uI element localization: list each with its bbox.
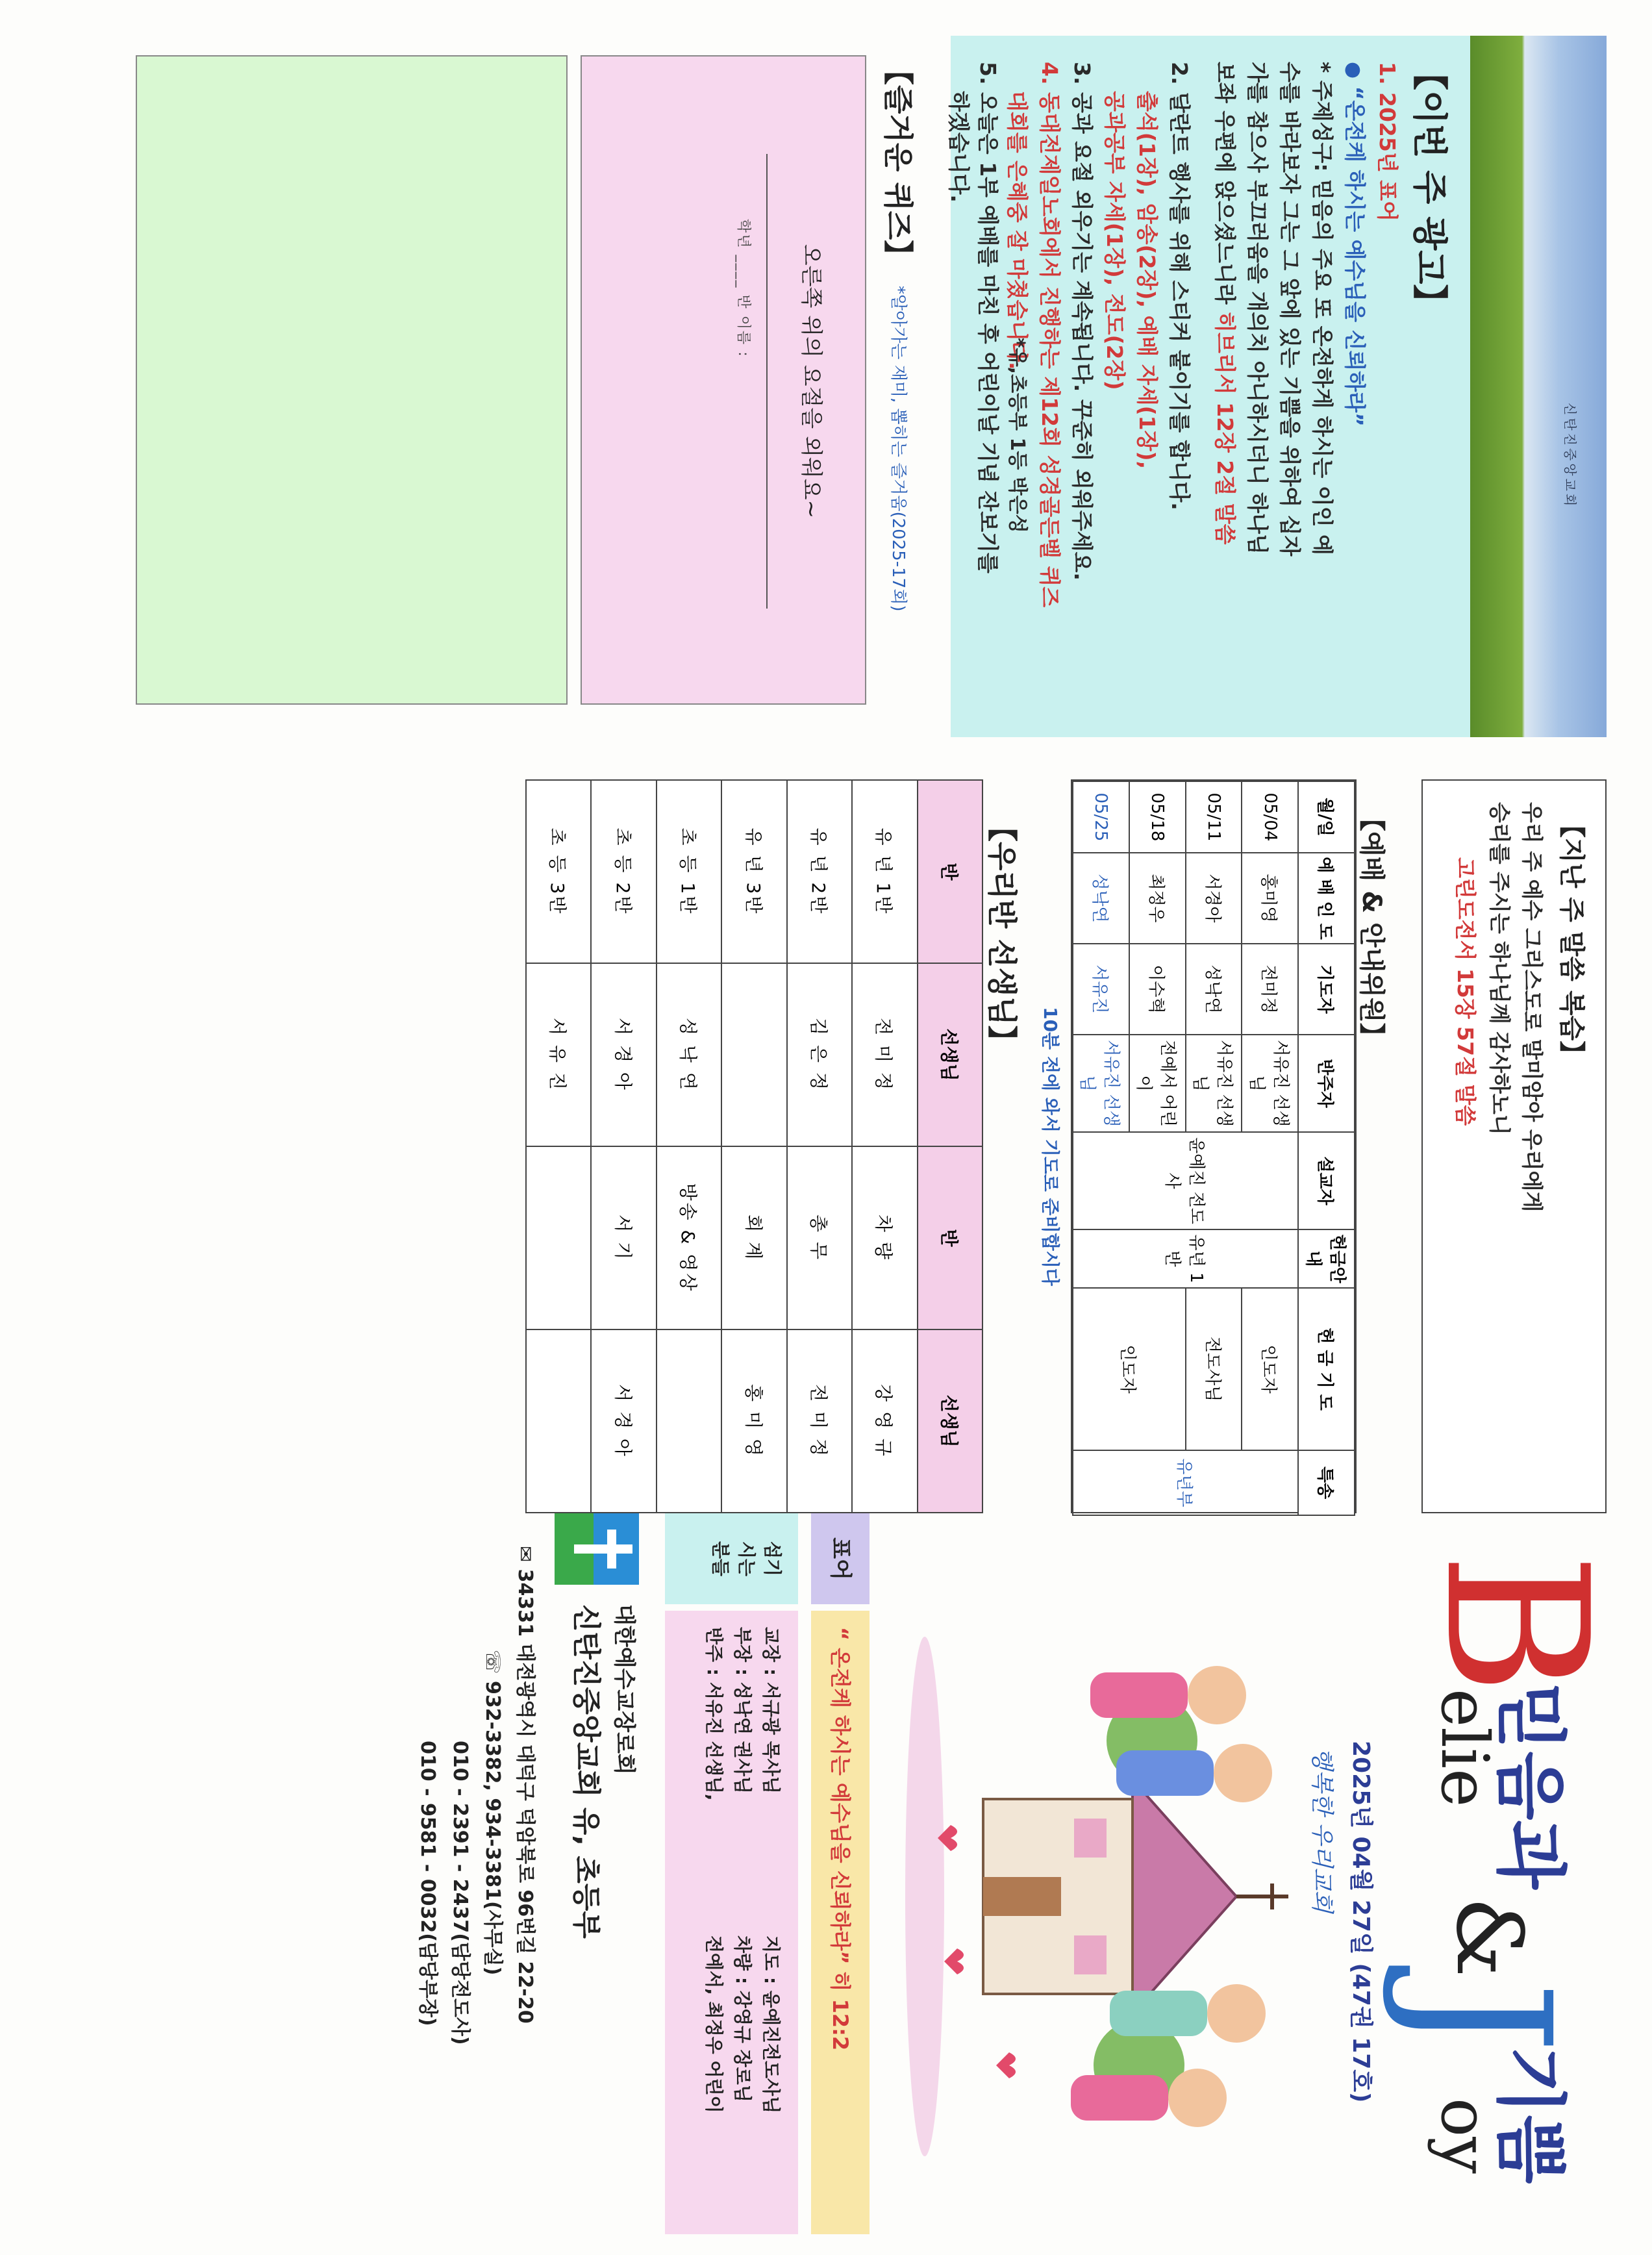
service-table [1071, 779, 1357, 1513]
teacher-header-row [918, 780, 982, 1513]
notice-item-1-motto: ● “온전케 하시는 예수님을 신뢰하라” [1342, 62, 1368, 427]
teacher-cell: 성 낙 연 [657, 963, 721, 1146]
teacher-cell: 강 영 규 [852, 1329, 917, 1513]
teacher-cell: 초 등 3반 [526, 780, 591, 963]
staff-entry: 차량 : 강영규 장로님 [732, 1935, 753, 2102]
service-leader: 홍미영 [1242, 853, 1298, 944]
organization-name: 대한예수교장로회 [611, 1604, 637, 1775]
teacher-cell: 초 등 2반 [591, 780, 656, 963]
service-pianist: 서유진 선생님 [1242, 1035, 1298, 1132]
service-date: 05/25 [1073, 781, 1129, 853]
review-verse-line-2: 승리를 주시는 하나님께 감사하노니 [1487, 802, 1512, 1135]
motto-text: “온전케 하시는 예수님을 신뢰하라” [1342, 86, 1368, 427]
service-header: 월/일 [1298, 781, 1355, 853]
notice-item-5-b: 하겠습니다. [946, 91, 971, 203]
banner-caption: 신탄진중앙교회 [1562, 403, 1578, 509]
theme-reference: 히브리서 12장 2절 말씀 [1212, 312, 1238, 545]
table-row [1242, 781, 1298, 1515]
teacher-cell [657, 1329, 721, 1513]
table-row [852, 780, 917, 1513]
notice-item-1-theme-c: 가를 참으사 부끄러움을 개의치 아니하시더니 하나님 [1245, 62, 1270, 555]
teacher-cell: 전 미 정 [852, 963, 917, 1146]
teacher-header: 반 [918, 1146, 982, 1329]
staff-label-line: 분들 [710, 1541, 731, 1577]
teacher-cell: 홍 미 영 [721, 1329, 786, 1513]
service-pianist: 서유진 선생님 [1186, 1035, 1242, 1132]
teacher-cell [526, 1146, 591, 1329]
table-row [591, 780, 656, 1513]
service-offering-guide: 유년 1반 [1073, 1229, 1298, 1288]
teacher-header: 선생님 [918, 1329, 982, 1513]
service-pianist: 서유진 선생님 [1073, 1035, 1129, 1132]
theme-text: 보좌 우편에 앉으셨느니라 [1212, 62, 1238, 312]
teacher-cell [526, 1329, 591, 1513]
notice-item-1-theme-a: * 주제성구: 믿음의 주요 또 온전하게 하시는 이인 예 [1310, 62, 1335, 555]
notice-item-4-c: *유,초등부 1등 박은성 [1006, 338, 1029, 533]
service-leader: 성낙연 [1073, 853, 1129, 944]
teacher-cell: 방송 & 영상 [657, 1146, 721, 1329]
church-logo-icon [555, 1513, 639, 1585]
notice-item-2-b: 출석(1장), 암송(2장), 예배 자세(1장), [1134, 91, 1160, 470]
envelope-icon: ✉ [514, 1546, 536, 1563]
service-header: 헌금안내 [1298, 1229, 1355, 1288]
church-name: 신탄진중앙교회 유, 초등부 [569, 1604, 603, 1939]
service-leader: 최정우 [1129, 853, 1186, 944]
quiz-instruction: 오른쪽 위의 요절을 외워요~ [798, 244, 824, 519]
teacher-cell [721, 963, 786, 1146]
teacher-cell: 서 유 진 [526, 963, 591, 1146]
service-header: 예 배 인 도 [1298, 853, 1355, 944]
staff-label [665, 1513, 798, 1604]
staff-label-line: 시는 [736, 1541, 757, 1577]
service-pianist: 전예서 어린이 [1129, 1035, 1186, 1132]
service-header: 기도자 [1298, 944, 1355, 1035]
service-date: 05/11 [1186, 781, 1242, 853]
notice-item-4-b: 대회를 은혜중 잘 마쳤습니다. [1005, 91, 1030, 370]
service-prayer: 이수혁 [1129, 944, 1186, 1035]
teacher-cell: 차 량 [852, 1146, 917, 1329]
review-verse-line-1: 우리 주 예수 그리스도로 말미암아 우리에게 [1520, 802, 1545, 1213]
staff-entry: 반주 : 서유진 선생님, [703, 1627, 725, 1801]
quiz-subtitle: *알아가는 재미, 뽑히는 즐거움(2025-17회) [888, 286, 908, 612]
notice-item-3: 3. 공과 요절 외우기는 계속됩니다. 꾸준히 외워주세요. [1070, 62, 1095, 581]
staff-entry: 교장 : 서규광 목사님 [760, 1627, 782, 1794]
quiz-title: 【즐거운 퀴즈】 [881, 55, 916, 270]
children-house-illustration [899, 1611, 1347, 2182]
cover-title-ampersand: & [1436, 1896, 1542, 1978]
phone-evangelist: 010 - 2391 - 2437(담당전도사) [449, 1741, 471, 2045]
teacher-cell: 서 경 아 [591, 1329, 656, 1513]
motto-box: “ 온전케 하시는 예수님을 신뢰하라” 히 12:2 [811, 1611, 870, 2234]
teacher-cell: 서 경 아 [591, 963, 656, 1146]
service-header-row [1298, 781, 1355, 1515]
teacher-title: 【우리반 선생님】 [984, 812, 1020, 1055]
table-row [787, 780, 852, 1513]
quiz-answer-line [766, 154, 768, 609]
service-prayer: 전미정 [1242, 944, 1298, 1035]
quiz-drawing-box[interactable] [136, 55, 568, 705]
teacher-cell: 회 계 [721, 1146, 786, 1329]
notice-item-5: 5. 오늘은 1부 예배를 마친 후 어린이날 기념 잔보기를 [975, 62, 1001, 573]
phone-manager: 010 - 9581 - 0032(담당부장) [416, 1741, 439, 2026]
cover-title-b: B [1403, 1552, 1629, 1696]
review-reference: 고린도전서 15장 57절 말씀 [1453, 857, 1478, 1126]
review-verse [1483, 802, 1548, 1212]
service-offering-prayer: 전도사님 [1186, 1288, 1242, 1450]
illustration-caption: 행복한 우리교회 [1308, 1747, 1335, 1913]
service-footer: 10분 전에 와서 기도로 준비합시다 [1040, 1007, 1061, 1286]
cover-date: 2025년 04월 27일 (47권 17호) [1347, 1741, 1374, 2103]
notice-item-2: 2. 달란트 행사를 위해 스티커 붙이기를 합니다. [1167, 62, 1192, 510]
teacher-header: 반 [918, 780, 982, 963]
teacher-cell: 유 년 2반 [787, 780, 852, 963]
staff-entry: 지도 : 윤예진전도사님 [760, 1935, 782, 2114]
cover-title-oy: oy [1427, 2098, 1503, 2174]
phone-text: 932-3382, 934-3381(사무실) [481, 1680, 504, 1976]
notice-item-2-c: 공과공부 자세(1장), 전도(2장) [1102, 91, 1127, 390]
phone-office [481, 1650, 509, 1975]
notice-item-1-theme-b: 수를 바라보자 그는 그 앞에 있는 기쁨을 위하여 십자 [1277, 62, 1303, 557]
teacher-cell: 서 기 [591, 1146, 656, 1329]
notice-item-4: 4. 동대전제일노회에서 진행하는 제12회 성경골든벨 퀴즈 [1037, 62, 1062, 608]
address-text: 34331 대전광역시 대덕구 덕암북로 96번길 22-20 [514, 1568, 536, 2024]
staff-row [699, 1627, 728, 2218]
staff-row [757, 1627, 785, 2218]
notice-title: 【이번 주 광고】 [1409, 55, 1450, 320]
staff-row [728, 1627, 757, 2218]
phone-icon: ☏ [481, 1650, 504, 1674]
teacher-cell: 김 은 정 [787, 963, 852, 1146]
service-header: 반주자 [1298, 1035, 1355, 1132]
service-offering-prayer: 인도자 [1242, 1288, 1298, 1450]
service-date: 05/18 [1129, 781, 1186, 853]
teacher-cell: 유 년 1반 [852, 780, 917, 963]
notice-item-1-theme-d [1210, 62, 1240, 545]
quiz-answer-box[interactable] [581, 55, 866, 705]
service-date: 05/04 [1242, 781, 1298, 853]
service-special: 유년부 [1073, 1450, 1298, 1515]
staff-label-line: 섬기 [762, 1541, 783, 1577]
service-prayer: 서유진 [1073, 944, 1129, 1035]
review-title: 【지난 주 말씀 복습】 [1557, 812, 1586, 1067]
service-header: 특송 [1298, 1450, 1355, 1515]
cover-title-j: J [1377, 1981, 1589, 2054]
table-row [721, 780, 786, 1513]
staff-entry: 부장 : 성낙연 권사님 [732, 1627, 753, 1794]
teacher-cell: 초 등 1반 [657, 780, 721, 963]
table-row [657, 780, 721, 1513]
service-prayer: 성낙연 [1186, 944, 1242, 1035]
service-title: 【예배 & 안내위원】 [1357, 805, 1386, 1049]
table-row [526, 780, 591, 1513]
cover-title-korean-1: 믿음과 [1488, 1682, 1571, 1889]
cover-title-korean-2: 기쁨 [1488, 2046, 1571, 2184]
teacher-header: 선생님 [918, 963, 982, 1146]
motto-label: 표어 [811, 1513, 870, 1604]
teacher-table [525, 779, 983, 1513]
banner-image [1470, 36, 1607, 737]
teacher-cell: 유 년 3반 [721, 780, 786, 963]
service-preacher: 윤예진 전도사 [1073, 1132, 1298, 1229]
staff-box [665, 1611, 798, 2234]
notice-item-1-label: 1. 2025년 표어 [1375, 62, 1400, 221]
service-leader: 서경아 [1186, 853, 1242, 944]
service-header: 설교자 [1298, 1132, 1355, 1229]
service-header: 헌 금 기 도 [1298, 1288, 1355, 1450]
quiz-name-line: 학년 ____ 반 이름 : [735, 219, 751, 358]
service-offering-prayer: 인도자 [1073, 1288, 1186, 1450]
address [513, 1546, 542, 2024]
staff-entry: 전예서, 최정우 어린이 [703, 1935, 725, 2113]
cover-title-elie: elie [1427, 1689, 1503, 1808]
teacher-cell: 전 미 정 [787, 1329, 852, 1513]
teacher-cell: 총 무 [787, 1146, 852, 1329]
